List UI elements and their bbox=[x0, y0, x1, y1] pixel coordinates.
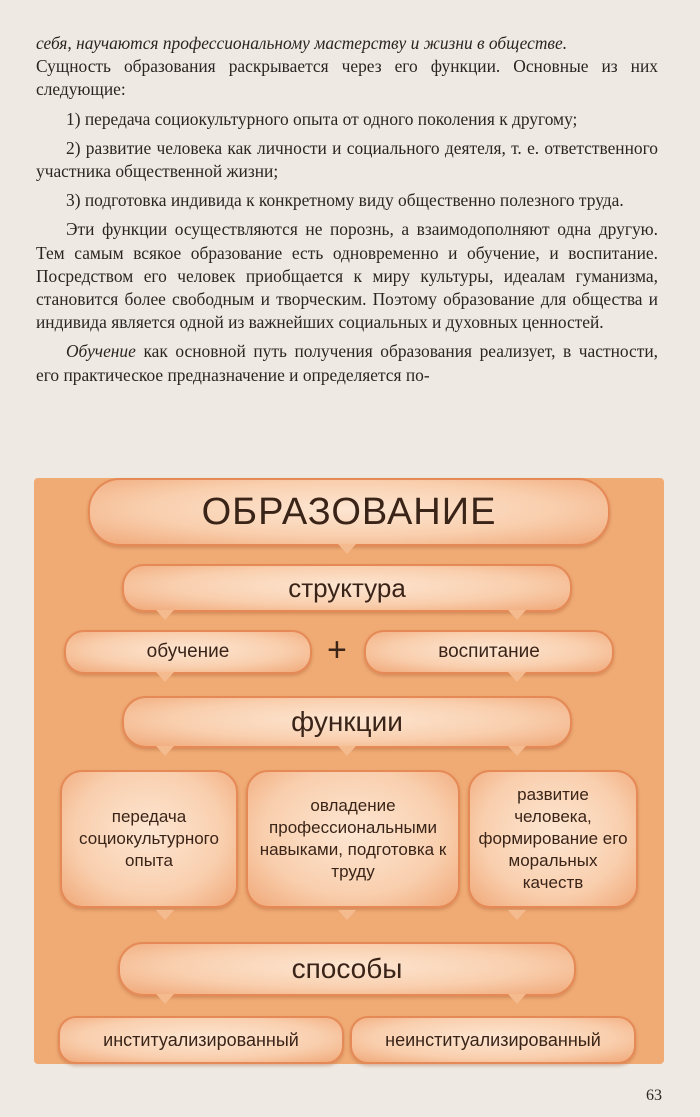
diagram-title: ОБРАЗОВАНИЕ bbox=[201, 490, 497, 533]
function-2-label: овладение профессиональными навыками, подготовка к труду bbox=[259, 796, 447, 881]
list-item-3: 3) подготовка индивида к конкретному виду общественно полезного труда. bbox=[66, 190, 624, 211]
page-number: 63 bbox=[646, 1087, 662, 1104]
methods-box bbox=[118, 942, 576, 996]
function-box-3 bbox=[468, 770, 638, 908]
arrow-icon bbox=[156, 910, 174, 920]
arrow-icon bbox=[508, 994, 526, 1004]
function-3-label: развитие человека, формирование его моральных качеств bbox=[478, 785, 628, 892]
structure-box bbox=[122, 564, 572, 612]
functions-box bbox=[122, 696, 572, 748]
methods-label: способы bbox=[291, 953, 403, 984]
paragraph-2: Эти функции осуществляются не порознь, а взаимодополняют одна другую. Тем самым всякое образование есть одновременно и обучение, и воспитание. Посредством его человек приобщается к миру культуры, идеалам гуманизма, становится более свободным и творческим. Поэтому образование для общества и индивида является одной из важнейших социальных и духовных ценностей. bbox=[36, 219, 658, 333]
paragraph-3-rest: как основной путь получения образования реализует, в частности, его практическое предназначение и определяется по- bbox=[36, 341, 658, 385]
paragraph-1 bbox=[36, 32, 658, 102]
arrow-icon bbox=[338, 544, 356, 554]
upbringing-label: воспитание bbox=[438, 641, 540, 662]
functions-label: функции bbox=[291, 706, 403, 737]
arrow-icon bbox=[508, 746, 526, 756]
arrow-icon bbox=[338, 746, 356, 756]
list-item-1: 1) передача социокультурного опыта от одного поколения к другому; bbox=[66, 108, 578, 129]
diagram-title-box bbox=[88, 478, 610, 546]
method-2-label: неинституализированный bbox=[385, 1029, 601, 1050]
arrow-icon bbox=[156, 610, 174, 620]
function-box-2 bbox=[246, 770, 460, 908]
method-box-2 bbox=[350, 1016, 636, 1064]
education-diagram bbox=[34, 478, 664, 1064]
paragraph-1-italic: себя, научаются профессиональному мастерству и жизни в обществе. bbox=[36, 33, 568, 53]
arrow-icon bbox=[156, 994, 174, 1004]
paragraph-3-italic: Обучение bbox=[66, 341, 136, 362]
arrow-icon bbox=[156, 672, 174, 682]
method-1-label: институализированный bbox=[103, 1029, 299, 1050]
arrow-icon bbox=[338, 910, 356, 920]
arrow-icon bbox=[156, 746, 174, 756]
function-1-label: передача социокультурного опыта bbox=[79, 807, 219, 870]
arrow-icon bbox=[508, 910, 526, 920]
function-box-1 bbox=[60, 770, 238, 908]
body-text bbox=[36, 32, 658, 393]
plus-sign: + bbox=[327, 631, 347, 669]
paragraph-3 bbox=[36, 340, 658, 386]
learning-label: обучение bbox=[146, 641, 230, 662]
arrow-icon bbox=[508, 672, 526, 682]
upbringing-box bbox=[364, 630, 614, 674]
list-item-2: 2) развитие человека как личности и социального деятеля, т. е. ответственного участника общественной жизни; bbox=[36, 137, 658, 182]
learning-box bbox=[64, 630, 312, 674]
method-box-1 bbox=[58, 1016, 344, 1064]
structure-label: структура bbox=[288, 572, 406, 603]
paragraph-1-rest: Сущность образования раскрывается через его функции. Основные из них следующие: bbox=[36, 56, 658, 100]
arrow-icon bbox=[508, 610, 526, 620]
